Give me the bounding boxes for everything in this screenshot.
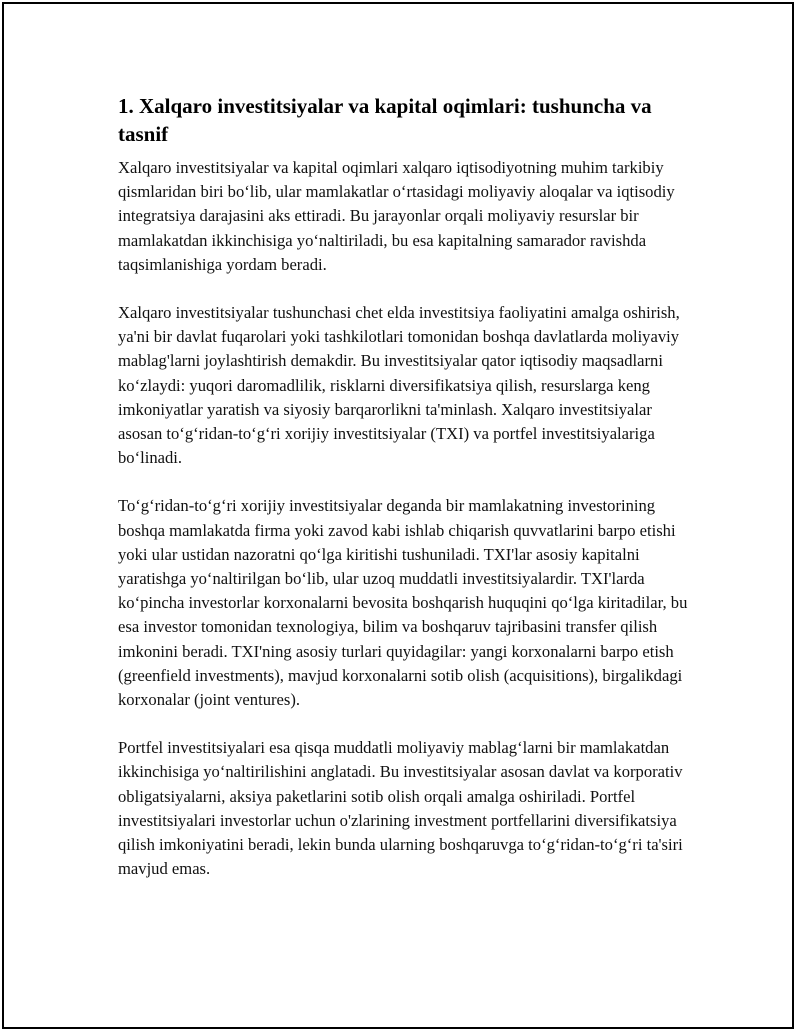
- section-heading: 1. Xalqaro investitsiyalar va kapital oqimlari: tushuncha va tasnif: [118, 94, 652, 146]
- paragraph-direct-investment: To‘g‘ridan-to‘g‘ri xorijiy investitsiyalar deganda bir mamlakatning investorining boshqa mamlakatda firma yoki zavod kabi ishlab chiqarish quvvatlarini barpo etishi yoki ular ustidan nazoratni qo‘lga kiritishi tushuniladi. TXI'lar asosiy kapitalni yaratishga yo‘naltirilgan bo‘lib, ular uzoq muddatli investitsiyalardir. TXI'larda ko‘pincha investorlar korxonalarni bevosita boshqarish huquqini qo‘lga kiritadilar, bu esa investor tomonidan texnologiya, bilim va boshqaruv tajribasini transfer qilish imkonini beradi. TXI'ning asosiy turlari quyidagilar: yangi korxonalarni barpo etish (greenfield investments), mavjud korxonalarni sotib olish (acquisitions), birgalikdagi korxonalar (joint ventures).: [118, 496, 688, 710]
- paragraph-intro: Xalqaro investitsiyalar va kapital oqimlari xalqaro iqtisodiyotning muhim tarkibiy qismlaridan biri bo‘lib, ular mamlakatlar o‘rtasidagi moliyaviy aloqalar va iqtisodiy integratsiya darajasini aks ettiradi. Bu jarayonlar orqali moliyaviy resurslar bir mamlakatdan ikkinchisiga yo‘naltiriladi, bu esa kapitalning samarador ravishda taqsimlanishiga yordam beradi.: [118, 158, 675, 274]
- paragraph-portfolio-investment: Portfel investitsiyalari esa qisqa muddatli moliyaviy mablag‘larni bir mamlakatdan ikkinchisiga yo‘naltirilishini anglatadi. Bu investitsiyalar asosan davlat va korporativ obligatsiyalarni, aksiya paketlarini sotib olish orqali amalga oshiriladi. Portfel investitsiyalari investorlar uchun o'zlarining investment portfellarini diversifikatsiya qilish imkoniyatini beradi, lekin bunda ularning boshqaruvga to‘g‘ridan-to‘g‘ri ta'siri mavjud emas.: [118, 738, 683, 879]
- document-body: [118, 92, 693, 905]
- paragraph-definition: Xalqaro investitsiyalar tushunchasi chet elda investitsiya faoliyatini amalga oshirish, ya'ni bir davlat fuqarolari yoki tashkilotlari tomonidan boshqa davlatlarda moliyaviy mablag'larni joylashtirish demakdir. Bu investitsiyalar qator iqtisodiy maqsadlarni ko‘zlaydi: yuqori daromadlilik, risklarni diversifikatsiya qilish, resurslarga keng imkoniyatlar yaratish va siyosiy barqarorlikni ta'minlash. Xalqaro investitsiyalar asosan to‘g‘ridan-to‘g‘ri xorijiy investitsiyalar (TXI) va portfel investitsiyalariga bo‘linadi.: [118, 303, 680, 468]
